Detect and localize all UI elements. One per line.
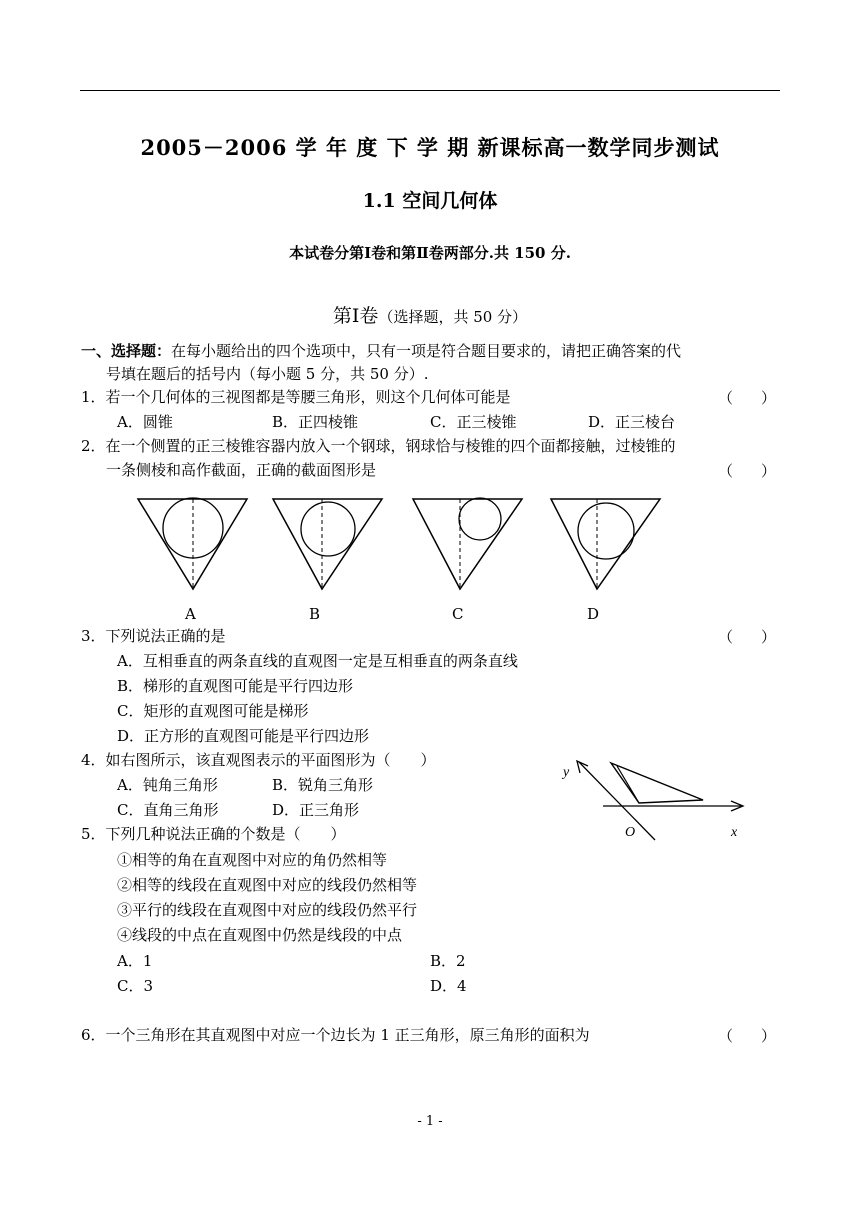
question-4-label-o: O (625, 825, 636, 840)
question-4-figure (555, 760, 755, 842)
question-1-stem: 1．若一个几何体的三视图都是等腰三角形，则这个几何体可能是 (81, 388, 511, 406)
question-5-stem: 5．下列几种说法正确的个数是（ ） (81, 825, 346, 843)
question-1-answer-paren[interactable]: （ ） (718, 389, 776, 407)
part1-instructions-line2: 号填在题后的括号内（每小题 5 分，共 50 分）. (106, 365, 429, 383)
question-5-option-d: D．4 (430, 977, 467, 995)
question-2-figure-d (548, 495, 663, 593)
question-2-label-c: C (452, 605, 464, 623)
question-5-item-4: ④线段的中点在直观图中仍然是线段的中点 (117, 926, 403, 944)
question-6-answer-paren[interactable]: （ ） (718, 1027, 776, 1045)
section-heading (0, 301, 860, 328)
question-5-option-a: A．1 (117, 952, 153, 970)
part1-heading: 一、选择题： (81, 342, 172, 360)
document-title: 2005－2006 学 年 度 下 学 期 新课标高一数学同步测试 (140, 135, 720, 160)
question-3-option-b: B．梯形的直观图可能是平行四边形 (117, 677, 354, 695)
header-rule (80, 90, 780, 91)
question-3-option-d: D．正方形的直观图可能是平行四边形 (117, 727, 370, 745)
question-1-option-a: A．圆锥 (117, 413, 173, 431)
question-6-stem: 6．一个三角形在其直观图中对应一个边长为 1 正三角形，原三角形的面积为 (81, 1026, 590, 1044)
section-subtitle: （选择题，共 50 分） (378, 308, 528, 326)
question-4-option-b: B．锐角三角形 (272, 776, 374, 794)
question-5-item-1: ①相等的角在直观图中对应的角仍然相等 (117, 851, 388, 869)
part1-instructions-text: 在每小题给出的四个选项中，只有一项是符合题目要求的，请把正确答案的代 (171, 342, 682, 360)
question-2-stem-line1: 2．在一个侧置的正三棱锥容器内放入一个钢球，钢球恰与棱锥的四个面都接触，过棱锥的 (81, 437, 676, 455)
question-2-label-d: D (587, 605, 600, 623)
question-2-figure-b (270, 495, 385, 593)
question-2-figure-a (135, 495, 250, 593)
part1-instructions-line1 (81, 341, 681, 361)
question-2-stem-line2: 一条侧棱和高作截面，正确的截面图形是 (106, 461, 377, 479)
question-2-answer-paren[interactable]: （ ） (718, 462, 776, 480)
question-3-answer-paren[interactable]: （ ） (718, 628, 776, 646)
exam-note: 本试卷分第Ⅰ卷和第Ⅱ卷两部分.共 150 分. (289, 244, 571, 262)
question-5-option-c: C．3 (117, 977, 154, 995)
question-4-option-c: C．直角三角形 (117, 801, 219, 819)
question-2-label-a: A (185, 605, 196, 623)
question-4-label-x: x (731, 825, 738, 840)
page-number: - 1 - (417, 1114, 443, 1129)
question-3-option-a: A．互相垂直的两条直线的直观图一定是互相垂直的两条直线 (117, 652, 518, 670)
question-3-option-c: C．矩形的直观图可能是梯形 (117, 702, 309, 720)
section-title: 第Ⅰ卷 (332, 305, 379, 327)
question-5-item-3: ③平行的线段在直观图中对应的线段仍然平行 (117, 901, 418, 919)
question-5-option-b: B．2 (430, 952, 466, 970)
question-1-option-b: B．正四棱锥 (272, 413, 359, 431)
document-subtitle: 1.1 空间几何体 (362, 190, 498, 212)
question-3-stem: 3．下列说法正确的是 (81, 627, 226, 645)
question-1-option-d: D．正三棱台 (588, 413, 676, 431)
question-2-label-b: B (309, 605, 321, 623)
question-1-option-c: C．正三棱锥 (430, 413, 517, 431)
question-2-figure-c (410, 495, 525, 593)
question-4-option-a: A．钝角三角形 (117, 776, 218, 794)
question-5-item-2: ②相等的线段在直观图中对应的线段仍然相等 (117, 876, 418, 894)
question-4-stem: 4．如右图所示，该直观图表示的平面图形为（ ） (81, 751, 436, 769)
question-4-label-y: y (563, 765, 570, 780)
question-4-option-d: D．正三角形 (272, 801, 360, 819)
